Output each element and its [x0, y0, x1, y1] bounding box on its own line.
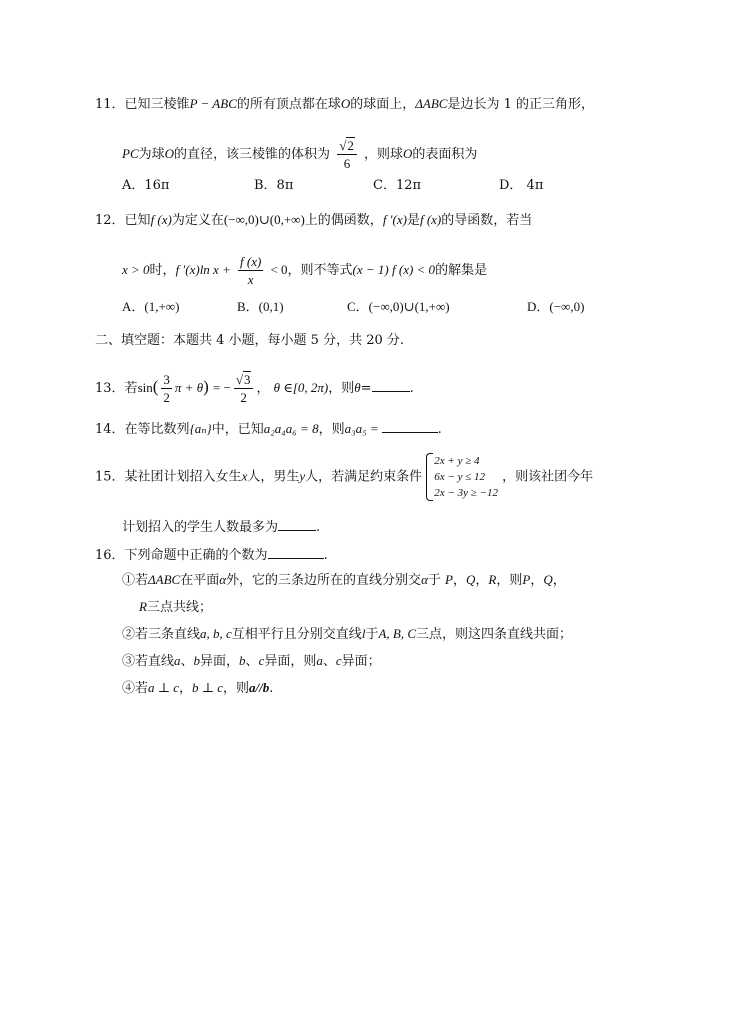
- q16-text: ④若: [122, 681, 149, 696]
- q15-y: y: [299, 468, 306, 484]
- q16-c: c: [335, 653, 342, 668]
- q16-prop4: ④若a ⊥ c，b ⊥ c，则a//b.: [122, 680, 274, 696]
- q16-q: Q: [466, 572, 476, 587]
- q11-sphere-o: O: [402, 146, 413, 161]
- q11-option-c: C．12π: [373, 178, 422, 193]
- q15-tail: .: [316, 520, 321, 535]
- q16-text: 于: [427, 573, 441, 588]
- q11-line2: [122, 137, 477, 172]
- q12-text: ，则不等式: [287, 263, 353, 278]
- q16-tail: .: [323, 548, 328, 563]
- q16-b-perp-c: b ⊥ c: [192, 680, 224, 695]
- q14-number: 14．: [95, 422, 125, 437]
- q11-option-b: B．8π: [254, 178, 294, 193]
- q14-text: ，则: [318, 422, 345, 437]
- q11-sphere-o: O: [340, 96, 351, 111]
- q16-text: 三点，则这四条直线共面；: [416, 627, 573, 642]
- q16-a: a: [174, 653, 181, 668]
- q16-prop2: [122, 624, 572, 645]
- q14-ask: a₃a₅ =: [344, 421, 379, 436]
- q12-text: 已知: [124, 213, 151, 228]
- q16-answer-blank[interactable]: [268, 544, 324, 559]
- q13-pi-theta: π + θ: [174, 380, 204, 395]
- q11-text: 的直径，该三棱锥的体积为: [174, 147, 331, 162]
- q16-text: ，则: [223, 681, 250, 696]
- q11-text: 的表面积为: [412, 147, 478, 162]
- q15-text: 人，若满足约束条件: [305, 469, 423, 485]
- q16-line1: [95, 544, 328, 566]
- q15-answer-blank[interactable]: [278, 516, 316, 531]
- q12-condition: x > 0: [122, 262, 150, 277]
- q16-text: 异面；: [341, 654, 381, 669]
- q16-number: 16．: [95, 548, 125, 563]
- q13-answer-blank[interactable]: [372, 377, 410, 392]
- q12-option-b: B．(0,1): [237, 299, 284, 314]
- q12-fraction: $\frac{f (x)}{x}$: [240, 254, 262, 287]
- q16-text: 、: [180, 654, 194, 669]
- q16-text: 异面，: [200, 654, 240, 669]
- q16-text: ②若三条直线: [122, 627, 201, 642]
- q16-lines-abc: a, b, c: [200, 626, 232, 641]
- q13-text: 若: [124, 381, 138, 396]
- q12-text: 为定义在: [171, 213, 224, 228]
- q15-line1: [95, 453, 593, 501]
- q16-b: b: [239, 653, 246, 668]
- q16-alpha: α: [219, 572, 227, 587]
- q12-text: 时，: [149, 263, 176, 278]
- q12-domain: (−∞,0)∪(0,+∞): [223, 212, 305, 227]
- q16-text: 三点共线；: [146, 600, 212, 615]
- q13-tail: .: [409, 381, 414, 396]
- q12-text: 的解集是: [435, 263, 488, 278]
- q16-text: .: [269, 681, 274, 696]
- q12-line1: [95, 210, 532, 231]
- q16-text: ③若直线: [122, 654, 175, 669]
- q15-constraint-system: 2x + y ≥ 4 6x − y ≤ 12 2x − 3y ≥ −12: [426, 453, 498, 501]
- q12-text: 上的偶函数，: [304, 213, 383, 228]
- q15-text: 某社团计划招入女生: [124, 469, 242, 485]
- q16-triangle: ΔABC: [148, 572, 181, 587]
- q12-option-c: C．(−∞,0)∪(1,+∞): [347, 299, 450, 314]
- q15-line2: [122, 516, 320, 538]
- q14-answer-blank[interactable]: [382, 418, 438, 433]
- q11-triangle: ΔABC: [415, 96, 448, 111]
- q11-text: ，则球: [363, 147, 403, 162]
- q16-q: Q: [543, 572, 553, 587]
- q16-a-perp-c: a ⊥ c: [148, 680, 180, 695]
- q14-sequence: {aₙ}: [189, 421, 212, 436]
- q13-equals: = −: [212, 380, 231, 395]
- q11-line1: [95, 94, 594, 115]
- q12-expression: f ′(x)ln x +: [175, 262, 231, 277]
- q16-text: 、: [322, 654, 336, 669]
- q16-text: 互相平行且分别交直线: [231, 627, 362, 642]
- q14-text: 中，已知: [211, 422, 264, 437]
- q11-number: 11．: [95, 97, 125, 112]
- q13-fraction: $\frac{3}{2}$: [163, 372, 170, 405]
- q13-theta: θ: [354, 380, 361, 395]
- q16-line-l: l: [361, 626, 366, 641]
- q13-text: =: [360, 381, 372, 396]
- q13-number: 13．: [95, 381, 125, 396]
- q12-text: 的导函数，若当: [441, 213, 533, 228]
- q12-inequality: (x − 1) f (x) < 0: [352, 262, 436, 277]
- q16-text: 外，它的三条边所在的直线分别交: [226, 573, 422, 588]
- q16-prop3: [122, 651, 381, 672]
- q12-fx: f (x): [419, 212, 442, 227]
- q12-number: 12．: [95, 213, 125, 228]
- q16-text: ，则: [496, 573, 523, 588]
- q13-sin: sin: [137, 380, 153, 395]
- q16-text: 于: [365, 627, 379, 642]
- q16-prop1-line1: ①若ΔABC在平面α外，它的三条边所在的直线分别交α于 P，Q，R，则P，Q，: [122, 572, 566, 588]
- q16-alpha: α: [421, 572, 428, 587]
- q16-r: R: [139, 599, 147, 614]
- q12-fx: f (x): [150, 212, 172, 227]
- q15-x: x: [241, 468, 248, 484]
- q16-text: 异面，则: [264, 654, 317, 669]
- q12-option-d: D．(−∞,0): [527, 299, 585, 314]
- q13-text: ，则: [328, 381, 355, 396]
- q11-text: 的球面上，: [350, 97, 416, 112]
- q15-text: ，则该社团今年: [502, 469, 594, 485]
- q11-text: 是边长为 1 的正三角形，: [447, 97, 595, 112]
- q16-text: 下列命题中正确的个数为: [124, 548, 268, 563]
- q11-text: 为球: [138, 147, 165, 162]
- q13-line: 13．若sin( $\frac{3}{2}$ π + θ) = − $\frac{√3}{2}$ ， θ ∈[0, 2π)，则θ= .: [95, 372, 414, 405]
- section-heading: 二、填空题：本题共 4 小题，每小题 5 分，共 20 分.: [95, 333, 405, 348]
- q11-volume-fraction: $\frac{√2}{6}$: [337, 137, 357, 172]
- q11-text: 的所有顶点都在球: [236, 97, 341, 112]
- q14-tail: .: [437, 422, 442, 437]
- q12-fpx: f ′(x): [382, 212, 407, 227]
- q16-prop1-line2: [139, 597, 212, 618]
- q14-line: [95, 418, 442, 440]
- q11-option-d: D． 4π: [499, 178, 544, 193]
- q11-sphere-o: O: [164, 146, 175, 161]
- q15-text: 计划招入的学生人数最多为: [122, 520, 279, 535]
- q11-option-a: A．16π: [122, 178, 170, 193]
- q16-b: b: [193, 653, 201, 668]
- q16-text: 在平面: [180, 573, 220, 588]
- q13-theta-range: θ ∈[0, 2π): [273, 380, 329, 395]
- q11-pc: PC: [122, 146, 139, 161]
- q16-r: R: [488, 572, 497, 587]
- q13-rhs-fraction: $\frac{√3}{2}$: [234, 371, 254, 406]
- q11-pyramid: P − ABC: [189, 96, 237, 111]
- q16-text: 、: [245, 654, 259, 669]
- q12-option-a: A．(1,+∞): [122, 299, 180, 314]
- q15-number: 15．: [95, 469, 125, 485]
- q12-text: 是: [406, 213, 420, 228]
- q16-text: ①若: [122, 573, 149, 588]
- q14-product: a₂a₄a₆ = 8: [263, 421, 319, 436]
- q16-c: c: [258, 653, 265, 668]
- q16-parallel: a//b: [249, 680, 270, 695]
- q12-line2: [122, 253, 487, 288]
- q16-points-abc: A, B, C: [378, 626, 417, 641]
- q15-text: 人，男生: [247, 469, 300, 485]
- q16-p: P: [445, 572, 453, 587]
- q12-expression: < 0: [270, 262, 288, 277]
- q11-text: 已知三棱锥: [124, 97, 190, 112]
- q14-text: 在等比数列: [124, 422, 190, 437]
- q16-a: a: [316, 653, 323, 668]
- q16-p: P: [522, 572, 531, 587]
